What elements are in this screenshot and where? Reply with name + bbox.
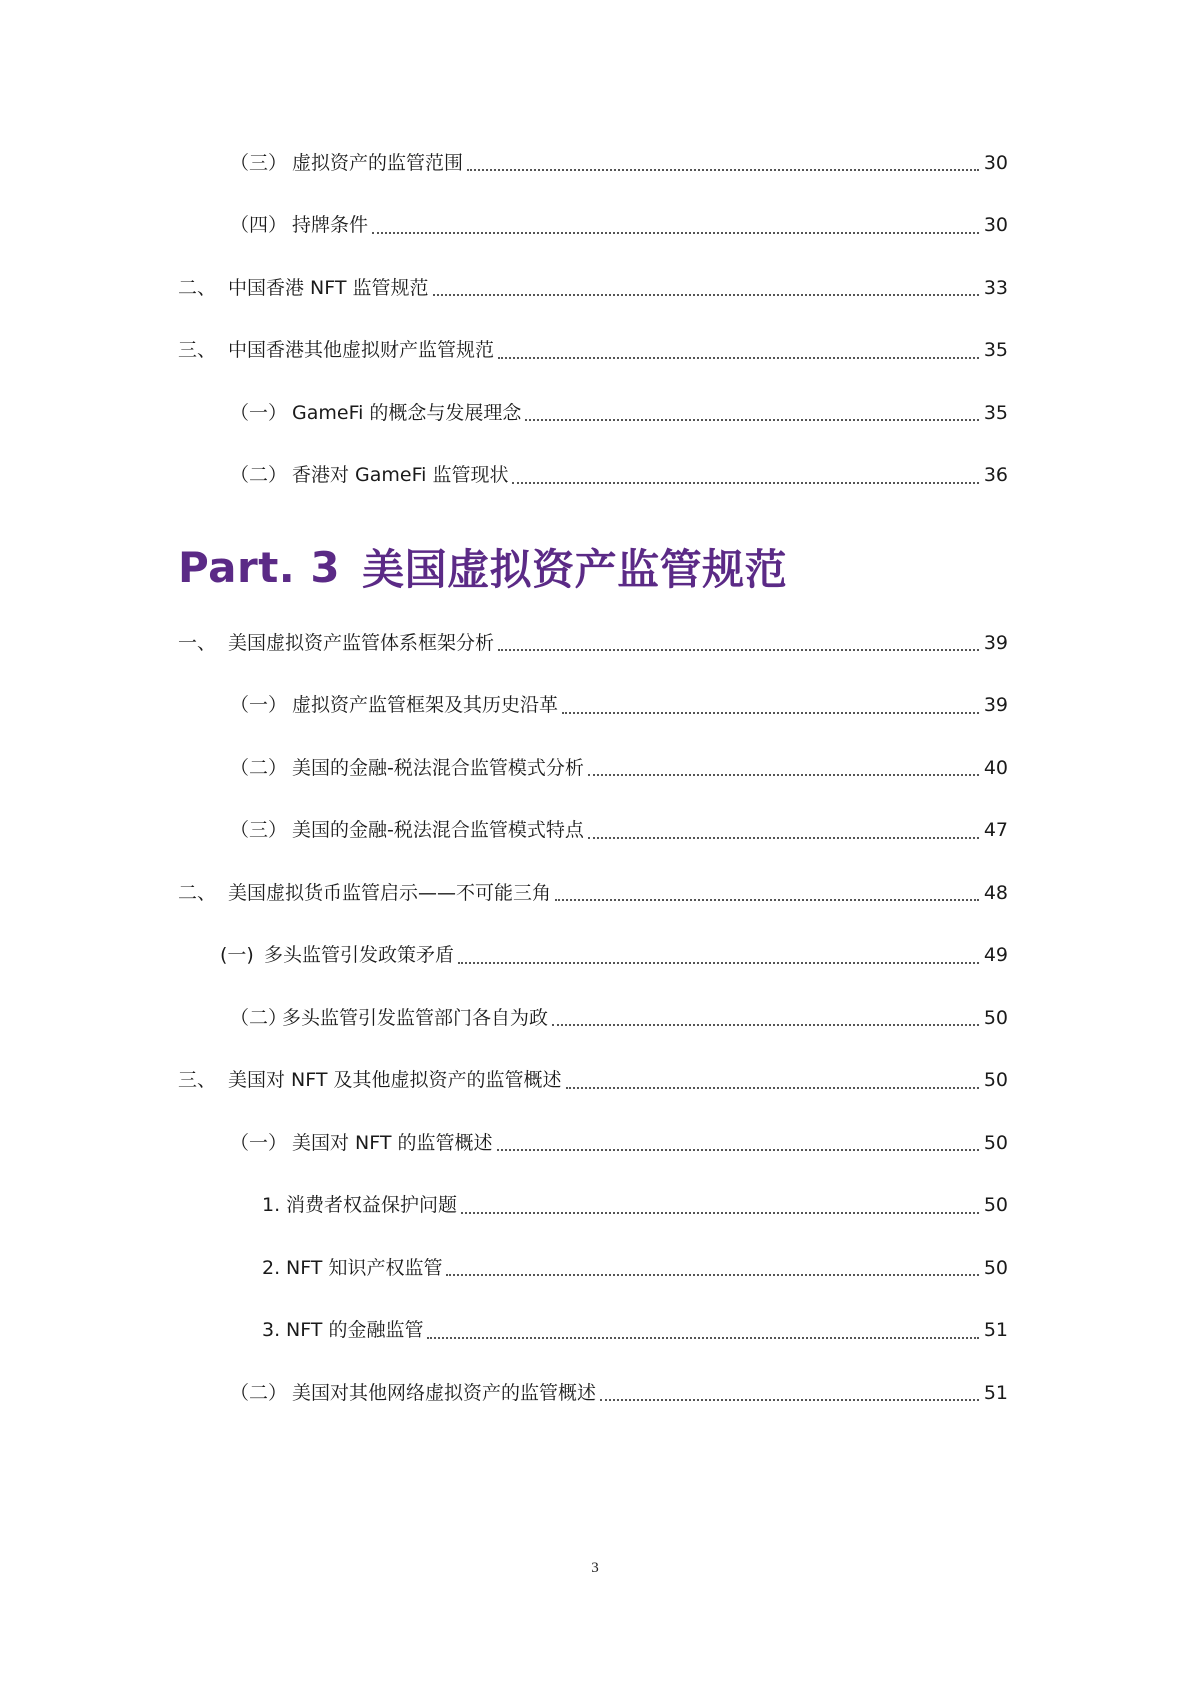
toc-entry[interactable]: [178, 1362, 1008, 1425]
toc-entry[interactable]: [178, 925, 1008, 988]
toc-entry-number: 二、: [178, 276, 217, 299]
toc-entry-title: 美国的金融-税法混合监管模式特点: [292, 819, 584, 842]
dot-leader: [588, 774, 979, 776]
toc-entry-page: 50: [983, 1194, 1008, 1217]
dot-leader: [467, 169, 979, 171]
toc-entry-page: 48: [983, 881, 1008, 904]
dot-leader: [566, 1087, 980, 1089]
toc-entry-page: 50: [983, 1256, 1008, 1279]
dot-leader: [498, 649, 979, 651]
dot-leader: [555, 899, 979, 901]
toc-entry-number: （四）: [230, 214, 288, 237]
toc-entry-title: 多头监管引发监管部门各自为政: [282, 1006, 549, 1029]
toc-entry-number: （二）: [230, 464, 288, 487]
toc-entry-title: 消费者权益保护问题: [286, 1194, 458, 1217]
toc-entry[interactable]: [178, 737, 1008, 800]
toc-entry-number: （二）: [230, 1381, 288, 1404]
toc-entry-page: 51: [983, 1319, 1008, 1342]
toc-entry-number: （三）: [230, 819, 288, 842]
dot-leader: [498, 357, 979, 359]
dot-leader: [446, 1274, 979, 1276]
toc-entry-number: (一): [220, 944, 254, 967]
toc-entry-page: 49: [983, 944, 1008, 967]
toc-entry-number: 一、: [178, 631, 217, 654]
toc-entry[interactable]: [178, 862, 1008, 925]
toc-entry-page: 39: [983, 631, 1008, 654]
toc-entry-page: 50: [983, 1006, 1008, 1029]
dot-leader: [588, 837, 979, 839]
toc-entry[interactable]: [178, 195, 1008, 258]
toc-entry-title: 美国虚拟资产监管体系框架分析: [228, 631, 495, 654]
toc-entry-page: 50: [983, 1131, 1008, 1154]
toc-entry[interactable]: [178, 612, 1008, 675]
part-heading[interactable]: [178, 532, 787, 602]
toc-entry[interactable]: [178, 800, 1008, 863]
toc-entry-title: 多头监管引发政策矛盾: [264, 944, 455, 967]
toc-entry[interactable]: [178, 1050, 1008, 1113]
dot-leader: [433, 294, 980, 296]
toc-entry-page: 50: [983, 1069, 1008, 1092]
toc-entry-page: 30: [983, 151, 1008, 174]
dot-leader: [600, 1399, 979, 1401]
toc-entry[interactable]: [178, 987, 1008, 1050]
toc-entry-title: NFT 的金融监管: [286, 1319, 424, 1342]
dot-leader: [427, 1337, 979, 1339]
toc-entry[interactable]: [178, 1300, 1008, 1363]
toc-entry-page: 47: [983, 819, 1008, 842]
toc-entry-page: 30: [983, 214, 1008, 237]
toc-entry-title: 中国香港其他虚拟财产监管规范: [228, 339, 495, 362]
toc-entry-page: 39: [983, 694, 1008, 717]
toc-entry[interactable]: [178, 1175, 1008, 1238]
toc-entry-title: 美国虚拟货币监管启示——不可能三角: [228, 881, 552, 904]
toc-entry[interactable]: [178, 132, 1008, 195]
toc-entry-title: NFT 知识产权监管: [286, 1256, 443, 1279]
toc-entry-title: 虚拟资产监管框架及其历史沿革: [292, 694, 559, 717]
toc-entry-number: 三、: [178, 1069, 217, 1092]
toc-entry-page: 33: [983, 276, 1008, 299]
toc-section-bottom: [178, 612, 1008, 1425]
toc-entry-page: 35: [983, 401, 1008, 424]
dot-leader: [461, 1212, 979, 1214]
dot-leader: [525, 419, 979, 421]
toc-entry-number: 2.: [262, 1256, 281, 1279]
toc-entry-title: 美国对 NFT 的监管概述: [292, 1131, 493, 1154]
toc-entry-number: 3.: [262, 1319, 281, 1342]
dot-leader: [512, 482, 979, 484]
dot-leader: [552, 1024, 979, 1026]
toc-entry[interactable]: [178, 382, 1008, 445]
toc-entry-page: 36: [983, 464, 1008, 487]
toc-entry-title: 美国的金融-税法混合监管模式分析: [292, 756, 584, 779]
toc-entry-title: 美国对其他网络虚拟资产的监管概述: [292, 1381, 597, 1404]
toc-entry[interactable]: [178, 675, 1008, 738]
part-label: Part. 3: [178, 542, 341, 592]
toc-entry[interactable]: [178, 1237, 1008, 1300]
toc-entry-number: 二、: [178, 881, 217, 904]
toc-entry[interactable]: [178, 257, 1008, 320]
toc-entry-number: （一）: [230, 1131, 288, 1154]
toc-entry-title: 中国香港 NFT 监管规范: [228, 276, 429, 299]
toc-section-top: [178, 132, 1008, 507]
toc-entry-number: （一）: [230, 401, 288, 424]
dot-leader: [562, 712, 979, 714]
toc-entry-number: （二）: [230, 1006, 288, 1029]
toc-entry[interactable]: [178, 320, 1008, 383]
toc-entry-page: 35: [983, 339, 1008, 362]
footer-page-number: 3: [591, 1560, 599, 1576]
toc-entry-title: GameFi 的概念与发展理念: [292, 401, 522, 424]
toc-entry-number: （一）: [230, 694, 288, 717]
toc-entry-page: 51: [983, 1381, 1008, 1404]
toc-entry-title: 虚拟资产的监管范围: [292, 151, 464, 174]
toc-entry-title: 香港对 GameFi 监管现状: [292, 464, 509, 487]
toc-entry-title: 美国对 NFT 及其他虚拟资产的监管概述: [228, 1069, 562, 1092]
toc-entry[interactable]: [178, 1112, 1008, 1175]
toc-entry-number: 1.: [262, 1194, 281, 1217]
toc-entry[interactable]: [178, 445, 1008, 508]
part-title: 美国虚拟资产监管规范: [362, 545, 788, 594]
toc-entry-number: （三）: [230, 151, 288, 174]
toc-entry-number: 三、: [178, 339, 217, 362]
toc-entry-title: 持牌条件: [292, 214, 369, 237]
toc-entry-page: 40: [983, 756, 1008, 779]
toc-entry-number: （二）: [230, 756, 288, 779]
dot-leader: [497, 1149, 980, 1151]
dot-leader: [372, 232, 979, 234]
dot-leader: [458, 962, 979, 964]
